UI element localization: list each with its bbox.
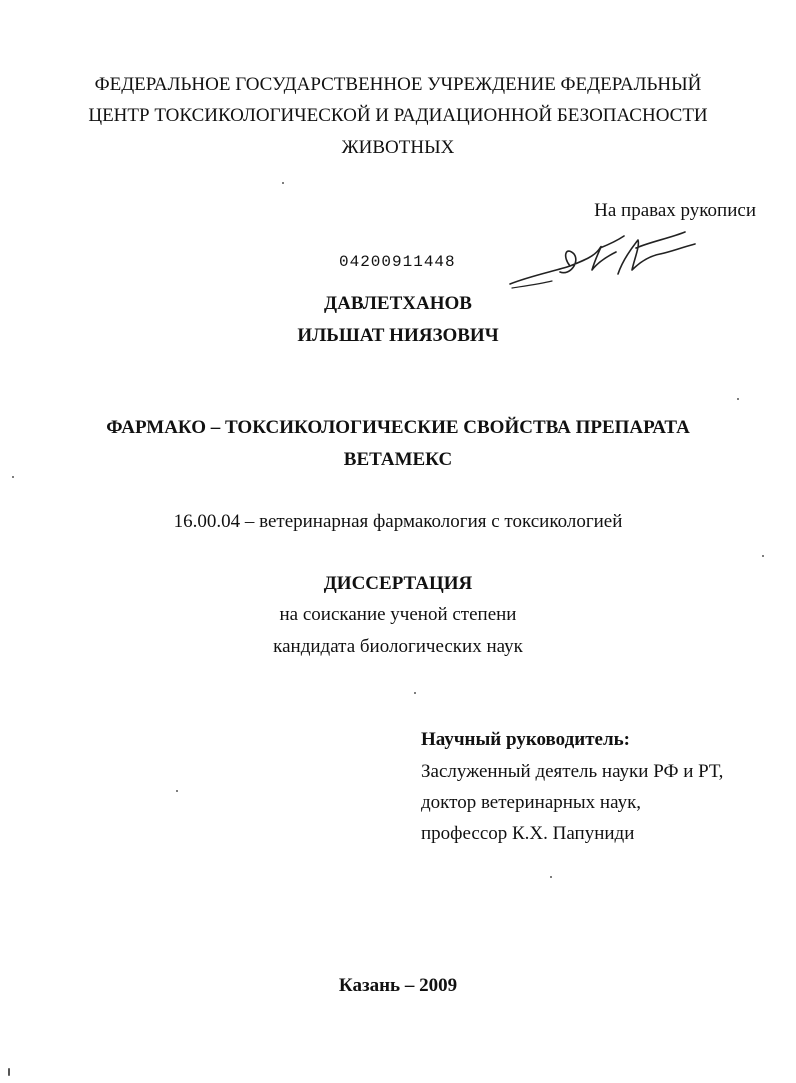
author-surname: ДАВЛЕТХАНОВ [324, 293, 472, 314]
scan-speck [282, 182, 284, 184]
institution-line-2: ЦЕНТР ТОКСИКОЛОГИЧЕСКОЙ И РАДИАЦИОННОЙ БЕЗОПАСНОСТИ [88, 105, 708, 126]
document-type-heading: ДИССЕРТАЦИЯ [323, 573, 473, 594]
institution-line-3: ЖИВОТНЫХ [341, 137, 455, 158]
institution-line-1: ФЕДЕРАЛЬНОЕ ГОСУДАРСТВЕННОЕ УЧРЕЖДЕНИЕ ФЕДЕРАЛЬНЫЙ [94, 74, 702, 95]
scan-speck [414, 692, 416, 694]
scan-speck [762, 555, 764, 557]
signature [500, 226, 720, 296]
registration-number: 04200911448 [339, 253, 456, 271]
title-line-2: ВЕТАМЕКС [343, 449, 453, 470]
author-given-names: ИЛЬШАТ НИЯЗОВИЧ [297, 325, 499, 346]
supervisor-line-1: Заслуженный деятель науки РФ и РТ, [421, 761, 724, 782]
supervisor-label: Научный руководитель: [421, 729, 630, 750]
scan-speck [737, 398, 739, 400]
title-line-1: ФАРМАКО – ТОКСИКОЛОГИЧЕСКИЕ СВОЙСТВА ПРЕПАРАТА [106, 417, 690, 438]
scan-speck [12, 476, 14, 478]
scan-speck [8, 1068, 10, 1076]
scan-speck [176, 790, 178, 792]
degree-line-2: кандидата биологических наук [273, 636, 523, 657]
supervisor-line-3: профессор К.Х. Папуниди [421, 823, 635, 844]
manuscript-note: На правах рукописи [594, 200, 756, 221]
specialty: 16.00.04 – ветеринарная фармакология с токсикологией [173, 511, 623, 532]
place-year: Казань – 2009 [338, 975, 458, 996]
supervisor-line-2: доктор ветеринарных наук, [421, 792, 642, 813]
degree-line-1: на соискание ученой степени [279, 604, 517, 625]
scan-speck [550, 876, 552, 878]
